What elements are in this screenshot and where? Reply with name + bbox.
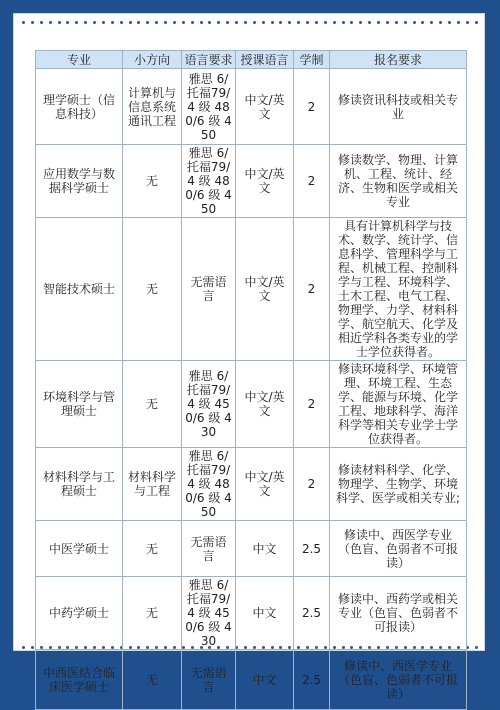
cell-requirement: 修读中、西药学或相关专业（色盲、色弱者不可报读） <box>330 577 467 650</box>
cell-direction: 无 <box>123 650 182 710</box>
border-dot <box>439 21 442 24</box>
cell-duration: 2 <box>294 69 330 145</box>
border-dot <box>448 21 451 24</box>
border-dot <box>386 21 389 24</box>
cell-direction: 无 <box>123 577 182 650</box>
cell-language: 雅思 6/托福79/4 级 450/6 级 430 <box>182 577 236 650</box>
cell-duration: 2.5 <box>294 521 330 577</box>
header-duration: 学制 <box>294 51 330 69</box>
cell-teaching: 中文 <box>236 521 294 577</box>
cell-teaching: 中文/英文 <box>236 69 294 145</box>
border-dot <box>457 21 460 24</box>
border-dot <box>368 21 371 24</box>
cell-major: 中医学硕士 <box>36 521 123 577</box>
border-dot <box>262 21 265 24</box>
header-teaching-language: 授课语言 <box>236 51 294 69</box>
table-row <box>36 69 467 145</box>
cell-duration: 2 <box>294 218 330 361</box>
border-dot <box>111 21 114 24</box>
table-header-row <box>36 51 467 69</box>
border-dot <box>324 21 327 24</box>
table-row <box>36 361 467 448</box>
table-row <box>36 577 467 650</box>
cell-language: 雅思 6/托福79/4 级 480/6 级 450 <box>182 448 236 521</box>
cell-language: 无需语言 <box>182 218 236 361</box>
cell-direction: 材料科学与工程 <box>123 448 182 521</box>
border-dot <box>333 21 336 24</box>
border-dot <box>137 21 140 24</box>
cell-language: 无需语言 <box>182 650 236 710</box>
table-row <box>36 521 467 577</box>
cell-teaching: 中文/英文 <box>236 448 294 521</box>
cell-major: 理学硕士（信息科技） <box>36 69 123 145</box>
cell-major: 环境科学与管理硕士 <box>36 361 123 448</box>
cell-teaching: 中文/英文 <box>236 145 294 218</box>
border-dot <box>395 21 398 24</box>
cell-teaching: 中文 <box>236 650 294 710</box>
border-dot <box>93 21 96 24</box>
cell-teaching: 中文/英文 <box>236 218 294 361</box>
border-dot <box>404 21 407 24</box>
border-dot <box>40 21 43 24</box>
cell-direction: 无 <box>123 361 182 448</box>
header-direction: 小方向 <box>123 51 182 69</box>
border-dot <box>173 21 176 24</box>
border-dot <box>217 21 220 24</box>
cell-requirement: 修读中、西医学专业（色盲、色弱者不可报读） <box>330 521 467 577</box>
border-dot <box>279 21 282 24</box>
top-dot-border <box>22 18 478 26</box>
border-dot <box>413 21 416 24</box>
cell-duration: 2 <box>294 361 330 448</box>
cell-duration: 2.5 <box>294 650 330 710</box>
cell-requirement: 修读资讯科技或相关专业 <box>330 69 467 145</box>
cell-major: 中西医结合临床医学硕士 <box>36 650 123 710</box>
cell-duration: 2 <box>294 448 330 521</box>
cell-requirement: 具有计算机科学与技术、数学、统计学、信息科学、管理科学与工程、机械工程、控制科学与工程、环境科学、土木工程、电气工程、物理学、力学、材料科学、航空航天、化学及相近学科各类专业的学士学位获得者。 <box>330 218 467 361</box>
border-dot <box>350 21 353 24</box>
cell-major: 材料科学与工程硕士 <box>36 448 123 521</box>
cell-teaching: 中文 <box>236 577 294 650</box>
border-dot <box>49 21 52 24</box>
cell-language: 雅思 6/托福79/4 级 480/6 级 450 <box>182 69 236 145</box>
header-language: 语言要求 <box>182 51 236 69</box>
border-dot <box>146 21 149 24</box>
border-dot <box>475 646 478 649</box>
border-dot <box>66 21 69 24</box>
cell-requirement: 修读中、西医学专业（色盲、色弱者不可报读） <box>330 650 467 710</box>
border-dot <box>235 21 238 24</box>
border-dot <box>84 21 87 24</box>
border-dot <box>377 21 380 24</box>
cell-direction: 无 <box>123 521 182 577</box>
border-dot <box>102 21 105 24</box>
border-dot <box>430 21 433 24</box>
border-dot <box>164 21 167 24</box>
cell-requirement: 修读环境科学、环境管理、环境工程、生态学、能源与环境、化学工程、地球科学、海洋科学等相关专业学士学位获得者。 <box>330 361 467 448</box>
table-row <box>36 145 467 218</box>
border-dot <box>182 21 185 24</box>
border-dot <box>288 21 291 24</box>
cell-major: 中药学硕士 <box>36 577 123 650</box>
cell-duration: 2.5 <box>294 577 330 650</box>
header-major: 专业 <box>36 51 123 69</box>
header-requirement: 报名要求 <box>330 51 467 69</box>
cell-teaching: 中文/英文 <box>236 361 294 448</box>
table-row <box>36 650 467 710</box>
border-dot <box>120 21 123 24</box>
border-dot <box>359 21 362 24</box>
border-dot <box>306 21 309 24</box>
border-dot <box>75 21 78 24</box>
border-dot <box>475 21 478 24</box>
border-dot <box>31 21 34 24</box>
border-dot <box>253 21 256 24</box>
border-dot <box>155 21 158 24</box>
border-dot <box>129 21 132 24</box>
border-dot <box>208 21 211 24</box>
program-table <box>35 50 467 710</box>
cell-direction: 无 <box>123 145 182 218</box>
cell-direction: 计算机与信息系统通讯工程 <box>123 69 182 145</box>
table-row <box>36 448 467 521</box>
border-dot <box>191 21 194 24</box>
border-dot <box>22 646 25 649</box>
border-dot <box>226 21 229 24</box>
cell-language: 无需语言 <box>182 521 236 577</box>
border-dot <box>466 21 469 24</box>
border-dot <box>271 21 274 24</box>
cell-requirement: 修读数学、物理、计算机、工程、统计、经济、生物和医学或相关专业 <box>330 145 467 218</box>
cell-major: 应用数学与数据科学硕士 <box>36 145 123 218</box>
border-dot <box>421 21 424 24</box>
border-dot <box>58 21 61 24</box>
cell-direction: 无 <box>123 218 182 361</box>
border-dot <box>244 21 247 24</box>
cell-language: 雅思 6/托福79/4 级 480/6 级 450 <box>182 145 236 218</box>
cell-major: 智能技术硕士 <box>36 218 123 361</box>
border-dot <box>200 21 203 24</box>
border-dot <box>31 646 34 649</box>
border-dot <box>342 21 345 24</box>
cell-language: 雅思 6/托福79/4 级 450/6 级 430 <box>182 361 236 448</box>
border-dot <box>297 21 300 24</box>
cell-duration: 2 <box>294 145 330 218</box>
border-dot <box>315 21 318 24</box>
cell-requirement: 修读材料科学、化学、物理学、生物学、环境科学、医学或相关专业; <box>330 448 467 521</box>
table-row <box>36 218 467 361</box>
border-dot <box>22 21 25 24</box>
